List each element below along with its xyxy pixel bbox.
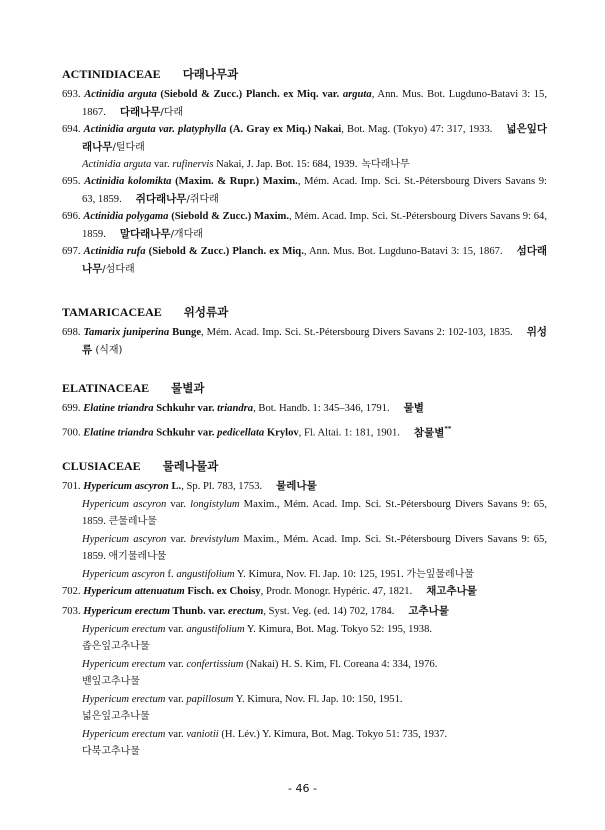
family-heading-tamaricaceae [62,304,228,320]
entry-number: 694. [62,124,81,135]
entry-number: 701. [62,481,81,492]
footnote-mark: ** [444,425,452,433]
entry-698 [62,324,547,359]
entry-693 [62,86,547,121]
variety-name: pedicellata [217,427,265,439]
author: Fisch. ex Choisy [184,586,261,597]
korean-name: 넓은잎다래나무 [82,123,547,153]
entry-number: 699. [62,403,81,414]
author: (Siebold & Zucc.) Maxim. [168,211,289,222]
author: (Siebold & Zucc.) Planch. ex Miq. var. [156,89,343,100]
korean-name: 말다래나무 [119,227,171,240]
family-korean-name: 물레나물과 [162,459,219,473]
family-name: CLUSIACEAE [62,459,141,473]
entry-694 [62,121,547,174]
entry-699 [62,400,547,418]
korean-name: 섬다래나무 [82,245,548,275]
synonym-line: Actinidia arguta var. rufinervis Nakai, J. Jap. Bot. 15: 684, 1939. 녹다래나무 [82,159,410,170]
synonym-line: Hypericum erectum var. angustifolium Y. Kimura, Bot. Mag. Tokyo 52: 195, 1938. 좁은잎고추나물 [82,623,433,652]
synonym-line: Hypericum ascyron var. brevistylum Maxim., Mém. Acad. Imp. Sci. St.-Pétersbourg Divers Savans 9: 65, 1859. 애기물레나물 [82,533,547,562]
author-2: Krylov [264,427,299,439]
korean-name: 고추나물 [408,605,449,617]
author: Bunge [169,327,202,338]
entry-700 [62,421,547,442]
entry-number: 695. [62,176,81,187]
reference: , Fl. Altai. 1: 181, 1901. [298,427,400,439]
species-name: Elatine triandra [83,427,154,439]
species-name: Elatine triandra [83,403,154,414]
entry-701 [62,478,547,583]
family-heading-actinidiaceae [62,66,238,82]
species-name: Actinidia arguta var. platyphylla [83,124,227,135]
synonym-line: Hypericum erectum var. vaniotii (H. Lév.) Y. Kimura, Bot. Mag. Tokyo 51: 735, 1937. 다북고추나물 [82,728,448,757]
family-heading-clusiaceae [62,458,218,474]
species-name: Hypericum erectum [83,606,170,617]
korean-name: 쥐다래나무 [135,192,187,205]
entry-703 [62,603,547,761]
reference: , Sp. Pl. 783, 1753. [181,481,263,492]
entry-695 [62,173,547,208]
korean-alt-name: /개다래 [170,228,203,240]
korean-alt-name: (식재) [92,344,123,356]
reference: , Syst. Veg. (ed. 14) 702, 1784. [263,606,395,617]
species-name: Hypericum ascyron [83,481,169,492]
family-korean-name: 위성류과 [183,305,229,319]
entry-number: 696. [62,211,81,222]
author: Schkuhr var. [153,427,218,439]
author: (A. Gray ex Miq.) Nakai [226,124,342,135]
entry-number: 702. [62,586,81,597]
korean-alt-name: /섬다래 [102,263,135,275]
korean-alt-name: /다래 [160,106,184,118]
synonym-line: Hypericum erectum var. confertissium (Nakai) H. S. Kim, Fl. Coreana 4: 334, 1976. 밴잎고추나물 [82,658,438,687]
species-name: Hypericum attenuatum [83,586,185,597]
author: (Siebold & Zucc.) Planch. ex Miq. [145,246,304,257]
author: Schkuhr var. [153,403,218,414]
species-name: Actinidia kolomikta [84,176,172,187]
korean-name: 물별 [403,402,424,414]
korean-name: 채고추나물 [426,585,477,597]
variety-name: arguta [342,89,372,100]
reference: , Ann. Mus. Bot. Lugduno-Batavi 3: 15, 1867. [303,246,503,257]
variety-name: erectum [228,606,264,617]
family-korean-name: 다래나무과 [182,67,239,81]
page-number: - 46 - [288,782,317,795]
entry-696 [62,208,547,243]
reference: , Mém. Acad. Imp. Sci. St.-Pétersbourg Divers Savans 2: 102-103, 1835. [201,327,513,338]
family-heading-elatinaceae [62,380,204,396]
species-name: Actinidia arguta [84,89,157,100]
family-name: ACTINIDIACEAE [62,67,161,81]
family-name: TAMARICACEAE [62,305,162,319]
reference: , Mém. Acad. Imp. Sci. St.-Pétersbourg Divers Savans 9: 64, 1859. [82,211,547,240]
entry-number: 697. [62,246,81,257]
reference: , Bot. Handb. 1: 345‒346, 1791. [253,403,390,414]
korean-name: 다래나무 [119,105,161,118]
korean-name: 물레나물 [276,480,317,492]
entry-number: 698. [62,327,81,338]
synonym-line: Hypericum ascyron var. longistylum Maxim., Mém. Acad. Imp. Sci. St.-Pétersbourg Divers Savans 9: 65, 1859. 큰물레나물 [82,498,548,527]
korean-name: 위성류 [82,326,547,356]
entry-702 [62,583,547,601]
entry-697 [62,243,547,278]
synonym-line: Hypericum erectum var. papillosum Y. Kimura, Nov. Fl. Jap. 10: 150, 1951. 넓은잎고추나물 [82,693,403,722]
entry-number: 693. [62,89,81,100]
korean-alt-name: /털다래 [112,141,145,153]
author: (Maxim. & Rupr.) Maxim. [171,176,298,187]
reference: , Ann. Mus. Bot. Lugduno-Batavi 3: 15, 1867. [82,89,547,118]
korean-name: 참물별 [413,426,445,439]
species-name: Tamarix juniperina [83,327,170,338]
variety-name: triandra [217,403,254,414]
family-name: ELATINACEAE [62,381,150,395]
author: Thunb. var. [170,606,229,617]
reference: , Prodr. Monogr. Hypéric. 47, 1821. [260,586,413,597]
family-korean-name: 물별과 [171,381,205,395]
species-name: Actinidia rufa [83,246,146,257]
entry-number: 703. [62,606,81,617]
author: L. [168,481,182,492]
entry-number: 700. [62,427,81,439]
synonym-line: Hypericum ascyron f. angustifolium Y. Kimura, Nov. Fl. Jap. 10: 125, 1951. 가는잎물레나물 [82,568,475,580]
reference: , Mém. Acad. Imp. Sci. St.-Pétersbourg Divers Savans 9: 63, 1859. [82,176,547,205]
species-name: Actinidia polygama [83,211,169,222]
reference: , Bot. Mag. (Tokyo) 47: 317, 1933. [341,124,493,135]
korean-alt-name: /쥐다래 [186,193,219,205]
